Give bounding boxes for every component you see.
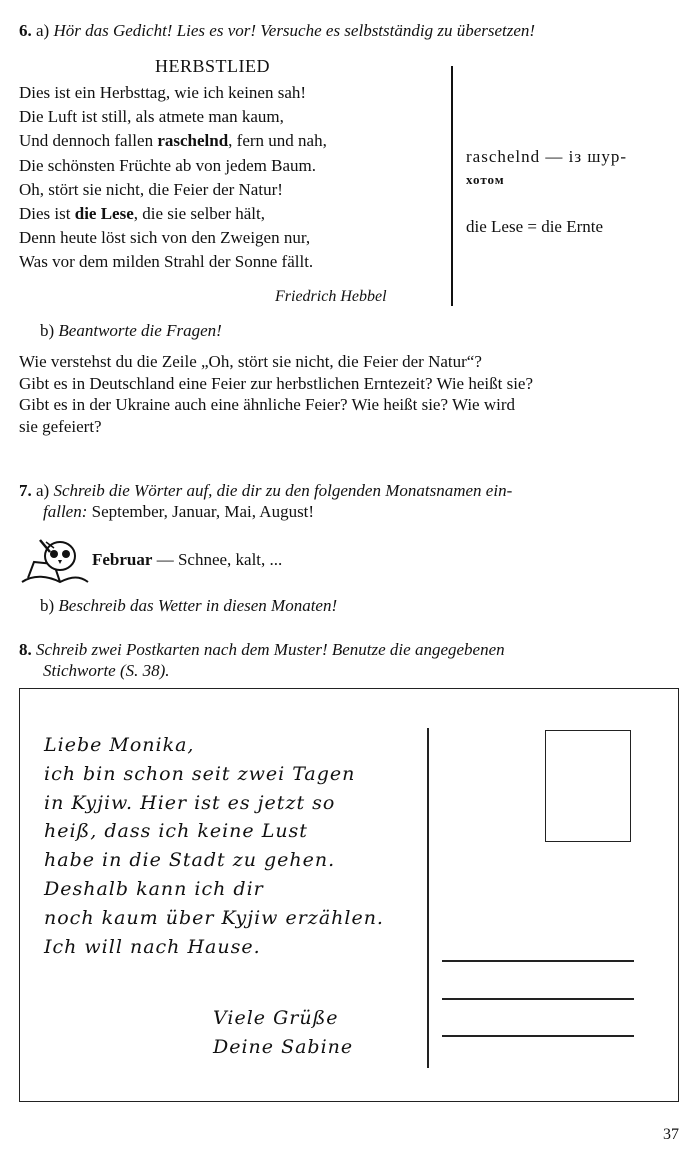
stamp-box	[545, 730, 631, 842]
poem-line-text: Was vor dem milden Strahl der Sonne fällt.	[19, 252, 314, 272]
question-line: Wie verstehst du die Zeile „Oh, stört sie nicht, die Feier der Natur“?	[19, 352, 482, 371]
poem-keyword: raschelnd	[157, 131, 229, 151]
message-line: Liebe Monika,	[44, 734, 195, 756]
poem-author	[275, 288, 387, 306]
task6-b-label: b)	[40, 321, 55, 340]
task7-example-month: Februar	[92, 550, 153, 569]
task7-b-label: b)	[40, 596, 55, 615]
task8-text-2: Stichworte (S. 38).	[43, 661, 170, 680]
poem-line	[19, 178, 327, 202]
postcard-divider	[427, 728, 429, 1068]
task6-a-text: Hör das Gedicht! Lies es vor! Versuche es selbstständig zu übersetzen!	[53, 21, 536, 40]
message-line: habe in die Stadt zu gehen.	[44, 849, 336, 872]
poem-line	[19, 81, 327, 105]
postcard-closing	[213, 1004, 353, 1062]
task8-text-1: Schreib zwei Postkarten nach dem Muster! Benutze die angegebenen	[36, 640, 505, 659]
task7-a-label: a)	[36, 481, 50, 500]
poem-line-text: Die schönsten Früchte ab von jedem Baum.	[19, 155, 316, 175]
poem	[19, 81, 327, 275]
poem-line-text: Dies ist ein Herbsttag, wie ich keinen sah!	[19, 83, 307, 102]
task7-number: 7.	[19, 481, 32, 500]
poem-line	[19, 154, 327, 178]
closing-line: Deine Sabine	[213, 1035, 354, 1058]
question-line: sie gefeiert?	[19, 416, 102, 436]
message-line: noch kaum über Kyjiw erzählen.	[44, 906, 384, 929]
poem-line	[19, 226, 327, 250]
glossary-divider	[451, 66, 453, 306]
task7-b-instruction	[40, 595, 337, 616]
poem-line-text: Und dennoch fallen	[19, 131, 158, 151]
task6-instruction	[19, 20, 535, 41]
writing-owl-icon	[20, 538, 90, 584]
glossary-raschelnd	[466, 145, 627, 191]
poem-line	[19, 202, 327, 226]
poem-line-text: Dies ist	[19, 204, 75, 224]
task7-instruction-line1	[19, 480, 512, 501]
poem-line-text: Die Luft ist still, als atmete man kaum,	[19, 107, 284, 127]
message-line: Deshalb kann ich dir	[44, 877, 264, 900]
task8-number: 8.	[19, 640, 32, 659]
message-line: Ich will nach Hause.	[44, 935, 261, 958]
poem-author-text: Friedrich Hebbel	[275, 288, 387, 305]
poem-line	[19, 129, 327, 153]
page-number: 37	[663, 1126, 679, 1143]
task7-b-text: Beschreib das Wetter in diesen Monaten!	[58, 596, 338, 615]
question-line: Gibt es in der Ukraine auch eine ähnliche Feier? Wie heißt sie? Wie wird	[19, 395, 516, 414]
glossary-lese: die Lese = die Ernte	[466, 217, 604, 236]
task6-b-instruction	[40, 320, 222, 341]
message-line: in Kyjiw. Hier ist es jetzt so	[44, 791, 336, 814]
poem-line-text: Oh, stört sie nicht, die Feier der Natur!	[19, 179, 283, 199]
poem-line-text: Denn heute löst sich von den Zweigen nur,	[19, 228, 311, 248]
task7-instruction-line2	[43, 501, 314, 522]
task6-number: 6.	[19, 21, 32, 40]
glossary-raschelnd-line2: хотом	[466, 172, 505, 187]
poem-line-text: , fern und nah,	[228, 131, 327, 151]
task7-months: September, Januar, Mai, August!	[87, 502, 315, 521]
task6-questions	[19, 351, 533, 437]
task8-instruction-line2	[43, 660, 170, 681]
task8-instruction-line1	[19, 639, 505, 660]
poem-title: HERBSTLIED	[155, 56, 270, 76]
poem-line	[19, 250, 327, 274]
task7-example-words: — Schnee, kalt, ...	[152, 550, 283, 569]
question-line: Gibt es in Deutschland eine Feier zur herbstlichen Erntezeit? Wie heißt sie?	[19, 373, 534, 393]
poem-line	[19, 105, 327, 129]
message-line: heiß, dass ich keine Lust	[44, 820, 308, 843]
poem-line-text: , die sie selber hält,	[133, 204, 266, 224]
task7-example	[92, 549, 282, 570]
closing-line: Viele Grüße	[213, 1007, 339, 1029]
task6-a-label: a)	[36, 21, 50, 40]
poem-keyword: die Lese	[74, 204, 134, 224]
message-line: ich bin schon seit zwei Tagen	[44, 762, 356, 785]
task7-a-text-italic: fallen:	[43, 502, 88, 521]
address-line	[442, 998, 634, 1000]
glossary-raschelnd-line1: raschelnd — із шур-	[466, 147, 628, 166]
address-line	[442, 960, 634, 962]
address-line	[442, 1035, 634, 1037]
postcard-message	[44, 731, 384, 961]
task6-b-text: Beantworte die Fragen!	[58, 321, 222, 340]
task7-a-text: Schreib die Wörter auf, die dir zu den folgenden Monatsnamen ein-	[53, 481, 513, 500]
